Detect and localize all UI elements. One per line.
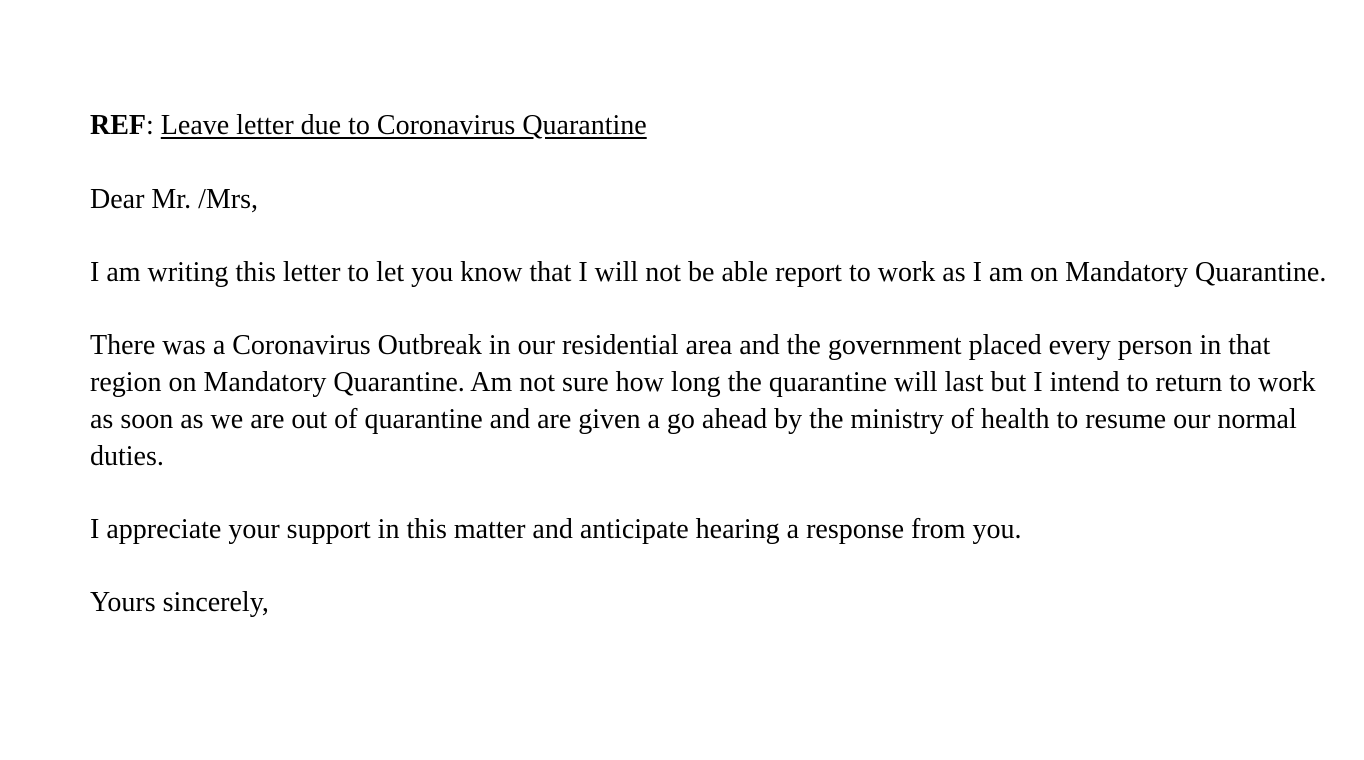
reference-separator: : bbox=[146, 110, 161, 141]
closing: Yours sincerely, bbox=[90, 587, 269, 618]
paragraph-notice: I am writing this letter to let you know that I will not be able report to work as I am on Mandatory Quarantine. bbox=[90, 257, 1327, 288]
salutation: Dear Mr. /Mrs, bbox=[90, 184, 258, 215]
reference-subject: Leave letter due to Coronavirus Quarantine bbox=[160, 110, 647, 141]
paragraph-explanation: There was a Coronavirus Outbreak in our residential area and the government placed every person in that region on Mandatory Quarantine. Am not sure how long the quarantine will last but I intend to return to work as soon as we are out of quarantine and are given a go ahead by the ministry of health to resume our normal duties. bbox=[90, 330, 1316, 472]
reference-label: REF bbox=[90, 110, 146, 141]
letter-body bbox=[90, 107, 1340, 621]
paragraph-appreciation: I appreciate your support in this matter and anticipate hearing a response from you. bbox=[90, 514, 1022, 545]
reference-line bbox=[90, 107, 1340, 144]
